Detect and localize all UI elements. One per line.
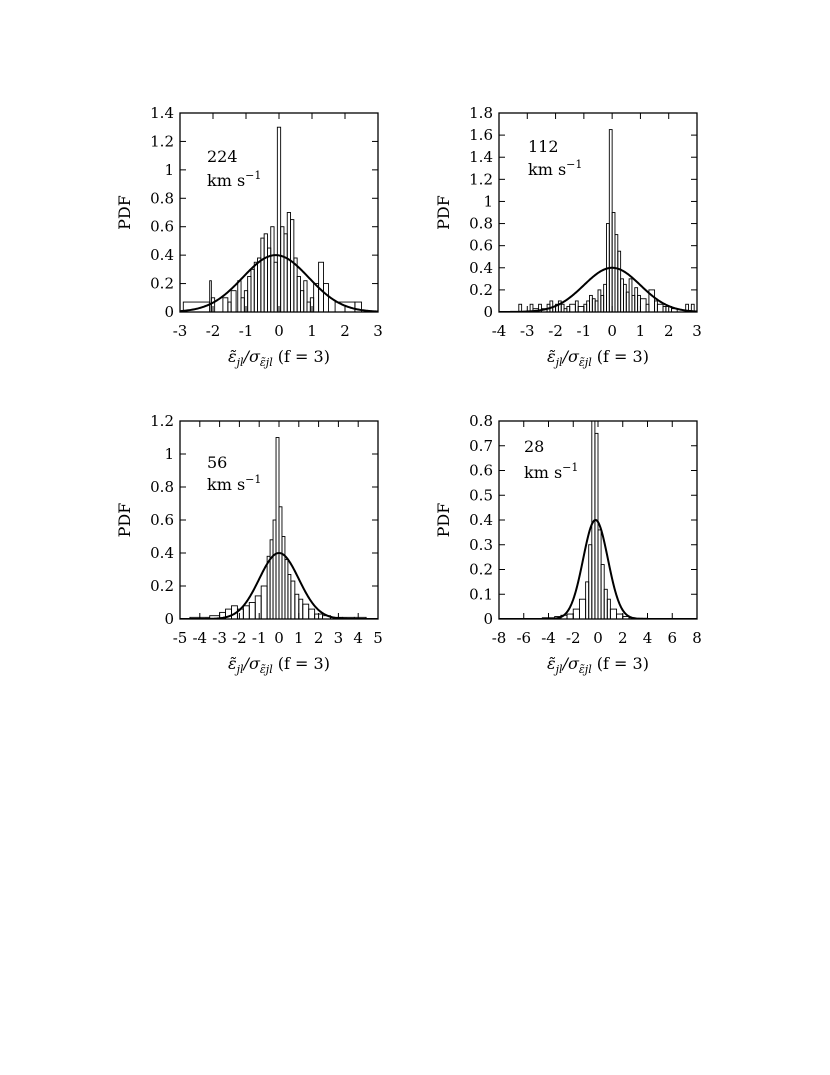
histogram-bar xyxy=(617,614,623,619)
y-tick-label: 0.8 xyxy=(469,214,493,233)
x-tick-label: -5 xyxy=(172,629,188,647)
annotation-unit xyxy=(524,461,578,482)
y-axis-label: PDF xyxy=(434,502,453,538)
y-tick-label: 0.8 xyxy=(469,412,493,430)
x-tick-label: -4 xyxy=(541,629,556,647)
histogram-bar xyxy=(284,234,287,312)
annotation-value: 28 xyxy=(524,437,545,456)
y-tick-label: 0 xyxy=(483,610,493,628)
x-tick-label: 1 xyxy=(635,322,646,340)
y-tick-label: 0.8 xyxy=(150,478,174,496)
histogram-bar xyxy=(307,302,310,312)
y-tick-label: 0.1 xyxy=(469,585,493,604)
x-label-symbol: ε̃ xyxy=(228,347,237,366)
y-tick-label: 1 xyxy=(164,160,174,179)
annotation-unit-text: km s xyxy=(524,463,563,482)
x-label-sigma-subscript: ε̃jl xyxy=(578,663,592,676)
x-tick-label: 0 xyxy=(593,629,603,647)
histogram-bar xyxy=(274,262,277,312)
histogram-bar xyxy=(598,530,601,619)
histogram-bar xyxy=(297,276,300,312)
histogram-bar xyxy=(291,581,295,619)
histogram-bar xyxy=(231,291,236,312)
chart-panel-bottom-left xyxy=(115,412,383,676)
x-label-sigma-subscript: ε̃jl xyxy=(259,663,273,676)
histogram-bar xyxy=(567,614,573,619)
x-tick-label: 0 xyxy=(274,322,284,340)
histogram-bar xyxy=(573,609,579,619)
histogram-bar xyxy=(595,433,598,619)
y-tick-label: 1.8 xyxy=(469,104,493,122)
y-tick-label: 1 xyxy=(483,192,493,211)
histogram-bar xyxy=(610,609,616,619)
y-tick-label: 0.8 xyxy=(150,189,174,208)
x-tick-label: 0 xyxy=(607,322,617,340)
histogram-bar xyxy=(579,599,585,619)
x-tick-label: -2 xyxy=(232,629,247,647)
histogram-bar xyxy=(248,276,251,312)
y-tick-label: 1.4 xyxy=(150,104,174,122)
histogram-bar xyxy=(300,291,303,312)
histogram-bar xyxy=(586,582,589,619)
x-label-subscript: jl xyxy=(555,356,563,369)
y-tick-label: 0.4 xyxy=(150,246,174,265)
x-label-sigma-subscript: ε̃jl xyxy=(259,356,273,369)
annotation-unit-text: km s xyxy=(207,171,246,190)
x-label-subscript: jl xyxy=(555,663,563,676)
x-tick-label: -4 xyxy=(192,629,208,647)
x-tick-label: 2 xyxy=(663,322,674,340)
histogram-bar xyxy=(299,599,303,619)
y-tick-label: 0.6 xyxy=(469,236,493,255)
annotation-unit-exponent: −1 xyxy=(562,461,579,474)
x-tick-label: -8 xyxy=(491,629,507,647)
histogram-bar xyxy=(261,586,267,619)
x-tick-label: -2 xyxy=(205,322,221,340)
y-axis-label: PDF xyxy=(434,195,453,230)
x-tick-label: 0 xyxy=(274,629,284,647)
y-tick-label: 0.7 xyxy=(469,436,493,455)
histogram-bar xyxy=(640,299,646,312)
histogram-bar xyxy=(304,281,307,312)
x-tick-label: -1 xyxy=(238,322,254,340)
y-tick-label: 0.6 xyxy=(469,461,493,480)
annotation-unit xyxy=(207,473,261,494)
x-label-symbol: ε̃ xyxy=(547,654,556,673)
x-label-sigma-subscript: ε̃jl xyxy=(578,356,592,369)
histogram-bar xyxy=(258,258,261,312)
y-tick-label: 0.2 xyxy=(150,577,174,595)
histogram-bar xyxy=(223,298,228,312)
x-label-sigma: /σ xyxy=(243,347,260,366)
x-tick-label: 2 xyxy=(313,629,324,647)
histogram-bar xyxy=(604,589,607,619)
annotation-value: 112 xyxy=(528,137,559,156)
histogram xyxy=(524,421,673,619)
histogram-bar xyxy=(281,227,284,312)
x-label-sigma: /σ xyxy=(562,347,579,366)
y-tick-label: 0.6 xyxy=(150,217,174,236)
annotation-value: 224 xyxy=(207,147,238,166)
x-tick-label: 1 xyxy=(294,629,304,647)
histogram-bar xyxy=(589,545,592,619)
histogram-bar xyxy=(291,220,294,312)
x-axis-label xyxy=(547,347,649,369)
y-tick-label: 0 xyxy=(164,610,174,628)
y-tick-label: 0.4 xyxy=(469,511,493,529)
x-tick-label: -2 xyxy=(565,629,581,647)
x-tick-label: -6 xyxy=(516,629,532,647)
annotation-unit-exponent: −1 xyxy=(245,473,262,486)
y-tick-label: 0.2 xyxy=(469,560,493,579)
x-tick-label: 4 xyxy=(353,629,363,647)
histogram-bar xyxy=(657,304,663,312)
y-tick-label: 0.4 xyxy=(469,258,493,277)
histogram-bar xyxy=(607,599,610,619)
y-tick-label: 0.3 xyxy=(469,535,493,554)
histogram-bar xyxy=(287,213,290,313)
annotation-unit-exponent: −1 xyxy=(245,169,262,182)
x-label-sigma: /σ xyxy=(562,654,579,673)
histogram-bar xyxy=(255,596,261,619)
y-tick-label: 0.2 xyxy=(469,280,493,299)
chart-panel-top-left xyxy=(115,104,383,369)
y-tick-label: 0 xyxy=(164,303,174,321)
chart-panel-top-right xyxy=(434,104,702,369)
annotation-unit xyxy=(528,158,582,179)
histogram-bar xyxy=(249,603,255,620)
x-label-tail: (f = 3) xyxy=(591,654,649,673)
chart-panel-bottom-right xyxy=(434,412,702,676)
x-label-symbol: ε̃ xyxy=(228,654,237,673)
annotation-unit-text: km s xyxy=(207,475,246,494)
x-tick-label: 3 xyxy=(373,322,383,340)
histogram-bar xyxy=(254,262,257,312)
y-tick-label: 0.4 xyxy=(150,544,174,562)
y-tick-label: 1.2 xyxy=(150,412,174,430)
y-tick-label: 1 xyxy=(164,445,174,463)
annotation-unit-text: km s xyxy=(528,160,567,179)
histogram-bar xyxy=(243,606,249,619)
histogram-bar xyxy=(601,565,604,619)
x-tick-label: 4 xyxy=(642,629,653,647)
x-label-subscript: jl xyxy=(236,356,244,369)
x-tick-label: -3 xyxy=(519,322,535,340)
x-tick-label: 5 xyxy=(373,629,383,647)
histogram-bar xyxy=(238,281,241,312)
histogram-bar xyxy=(264,234,267,312)
x-axis-label xyxy=(547,654,649,676)
y-tick-label: 0.6 xyxy=(150,511,174,529)
x-tick-label: -3 xyxy=(172,322,188,340)
y-axis-label: PDF xyxy=(115,195,134,230)
histogram-bar xyxy=(295,594,299,619)
y-tick-label: 1.2 xyxy=(150,132,174,151)
histogram-bar xyxy=(241,298,244,312)
x-label-tail: (f = 3) xyxy=(272,654,330,673)
y-axis-label: PDF xyxy=(115,502,134,538)
histogram-bar xyxy=(271,227,274,312)
annotation-unit xyxy=(207,169,261,190)
annotation-unit-exponent: −1 xyxy=(566,158,583,171)
x-label-subscript: jl xyxy=(236,663,244,676)
x-axis-label xyxy=(228,347,330,369)
y-tick-label: 0.5 xyxy=(469,486,493,505)
x-tick-label: -2 xyxy=(548,322,563,340)
histogram-bar xyxy=(228,302,231,312)
x-tick-label: -1 xyxy=(576,322,592,340)
histogram xyxy=(519,130,694,312)
x-tick-label: 1 xyxy=(307,322,317,340)
histogram-bar xyxy=(251,269,254,312)
x-tick-label: -4 xyxy=(491,322,507,340)
histogram-bar xyxy=(261,238,264,312)
histogram-bar xyxy=(309,609,315,619)
x-tick-label: 3 xyxy=(333,629,344,647)
x-label-symbol: ε̃ xyxy=(547,347,556,366)
y-tick-label: 0.2 xyxy=(150,274,174,293)
x-tick-label: 2 xyxy=(617,629,628,647)
y-tick-label: 0 xyxy=(483,303,493,321)
x-tick-label: 6 xyxy=(667,629,678,647)
y-tick-label: 1.6 xyxy=(469,126,493,145)
y-tick-label: 1.4 xyxy=(469,148,493,167)
x-label-tail: (f = 3) xyxy=(272,347,330,366)
histogram-bar xyxy=(578,306,584,312)
histogram-bar xyxy=(303,604,309,619)
x-axis-label xyxy=(228,654,330,676)
x-tick-label: 2 xyxy=(340,322,350,340)
x-tick-label: -1 xyxy=(251,629,267,647)
x-tick-label: 8 xyxy=(692,629,702,647)
y-tick-label: 1.2 xyxy=(469,170,493,189)
histogram-bar xyxy=(570,304,576,312)
x-tick-label: -3 xyxy=(212,629,227,647)
x-label-sigma: /σ xyxy=(243,654,260,673)
annotation-value: 56 xyxy=(207,453,228,472)
x-label-tail: (f = 3) xyxy=(591,347,649,366)
histogram-bar xyxy=(324,284,329,312)
histogram-bar xyxy=(277,127,280,312)
x-tick-label: 3 xyxy=(692,322,702,340)
